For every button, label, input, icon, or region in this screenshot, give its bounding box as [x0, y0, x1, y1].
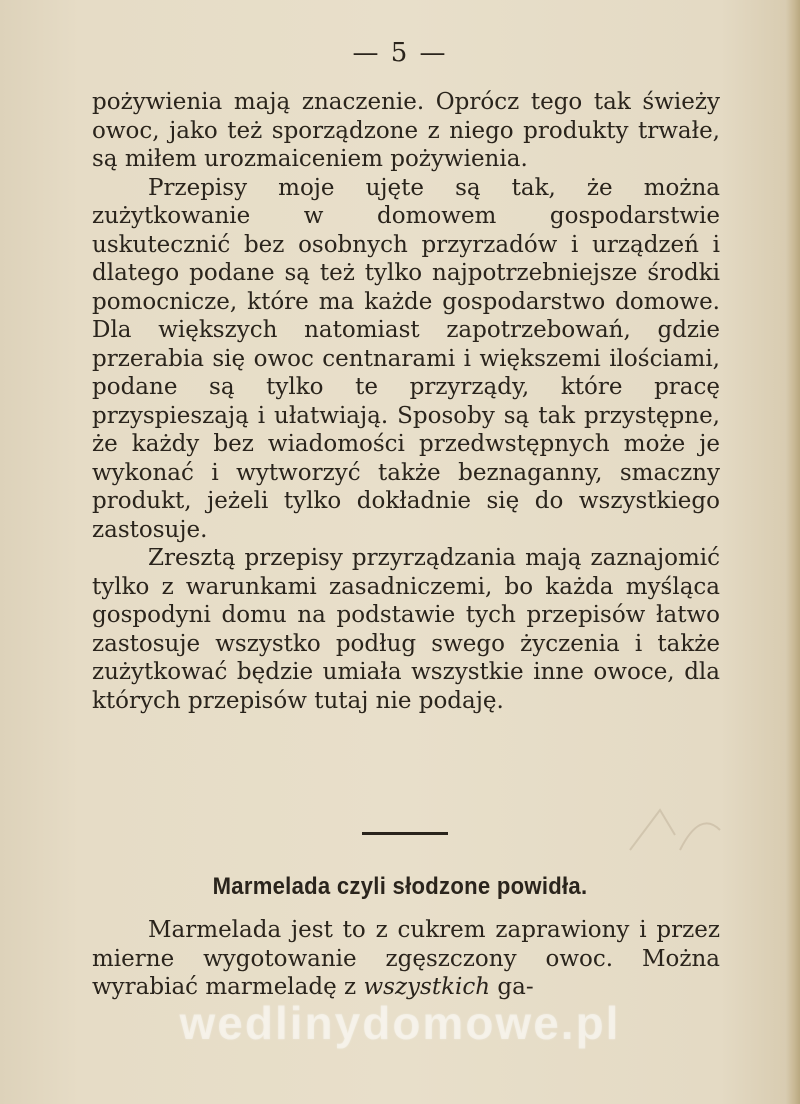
page-number: — 5 —	[352, 38, 448, 68]
paragraph-3: Zresztą przepisy przyrządzania mają zaznajomić tylko z warunkami zasadniczemi, bo każda myśląca gospodyni domu na podstawie tych przepisów łatwo zastosuje wszystko podług swego życzenia i także zużytkować będzie umiała wszystkie inne owoce, dla których przepisów tutaj nie podaję.	[92, 545, 720, 714]
section-divider	[362, 832, 448, 835]
section-text	[92, 916, 720, 1002]
main-text	[92, 88, 720, 715]
faint-stamp-mark	[620, 790, 730, 870]
page-edge	[786, 0, 800, 1104]
section-heading: Marmelada czyli słodzone powidła.	[212, 873, 588, 900]
section-text-italic: wszystkich	[363, 974, 491, 1000]
section-text-end: ga-	[490, 974, 534, 1000]
paragraph-2: Przepisy moje ujęte są tak, że można zużytkowanie w domowem gospodarstwie uskutecznić bez osobnych przyrzadów i urządzeń i dlatego podane są też tylko najpotrzebniejsze środki pomocnicze, które ma każde gospodarstwo domowe. Dla większych natomiast zapotrzebowań, gdzie przerabia się owoc centnarami i większemi ilościami, podane są tylko te przyrządy, które pracę przyspieszają i ułatwiają. Sposoby są tak przystępne, że każdy bez wiadomości przedwstępnych może je wykonać i wytworzyć także beznaganny, smaczny produkt, jeżeli tylko dokładnie się do wszystkiego zastosuje.	[92, 174, 720, 543]
watermark: wedlinydomowe.pl	[179, 997, 621, 1049]
paragraph-1: pożywienia mają znaczenie. Oprócz tego tak świeży owoc, jako też sporządzone z niego produkty trwałe, są miłem urozmaiceniem pożywienia.	[92, 89, 720, 172]
section-paragraph	[92, 916, 720, 1002]
section-text-start: Marmelada jest to z cukrem zaprawiony i przez mierne wygotowanie zgęszczony owoc. Można wyrabiać marmeladę z	[92, 917, 720, 1000]
